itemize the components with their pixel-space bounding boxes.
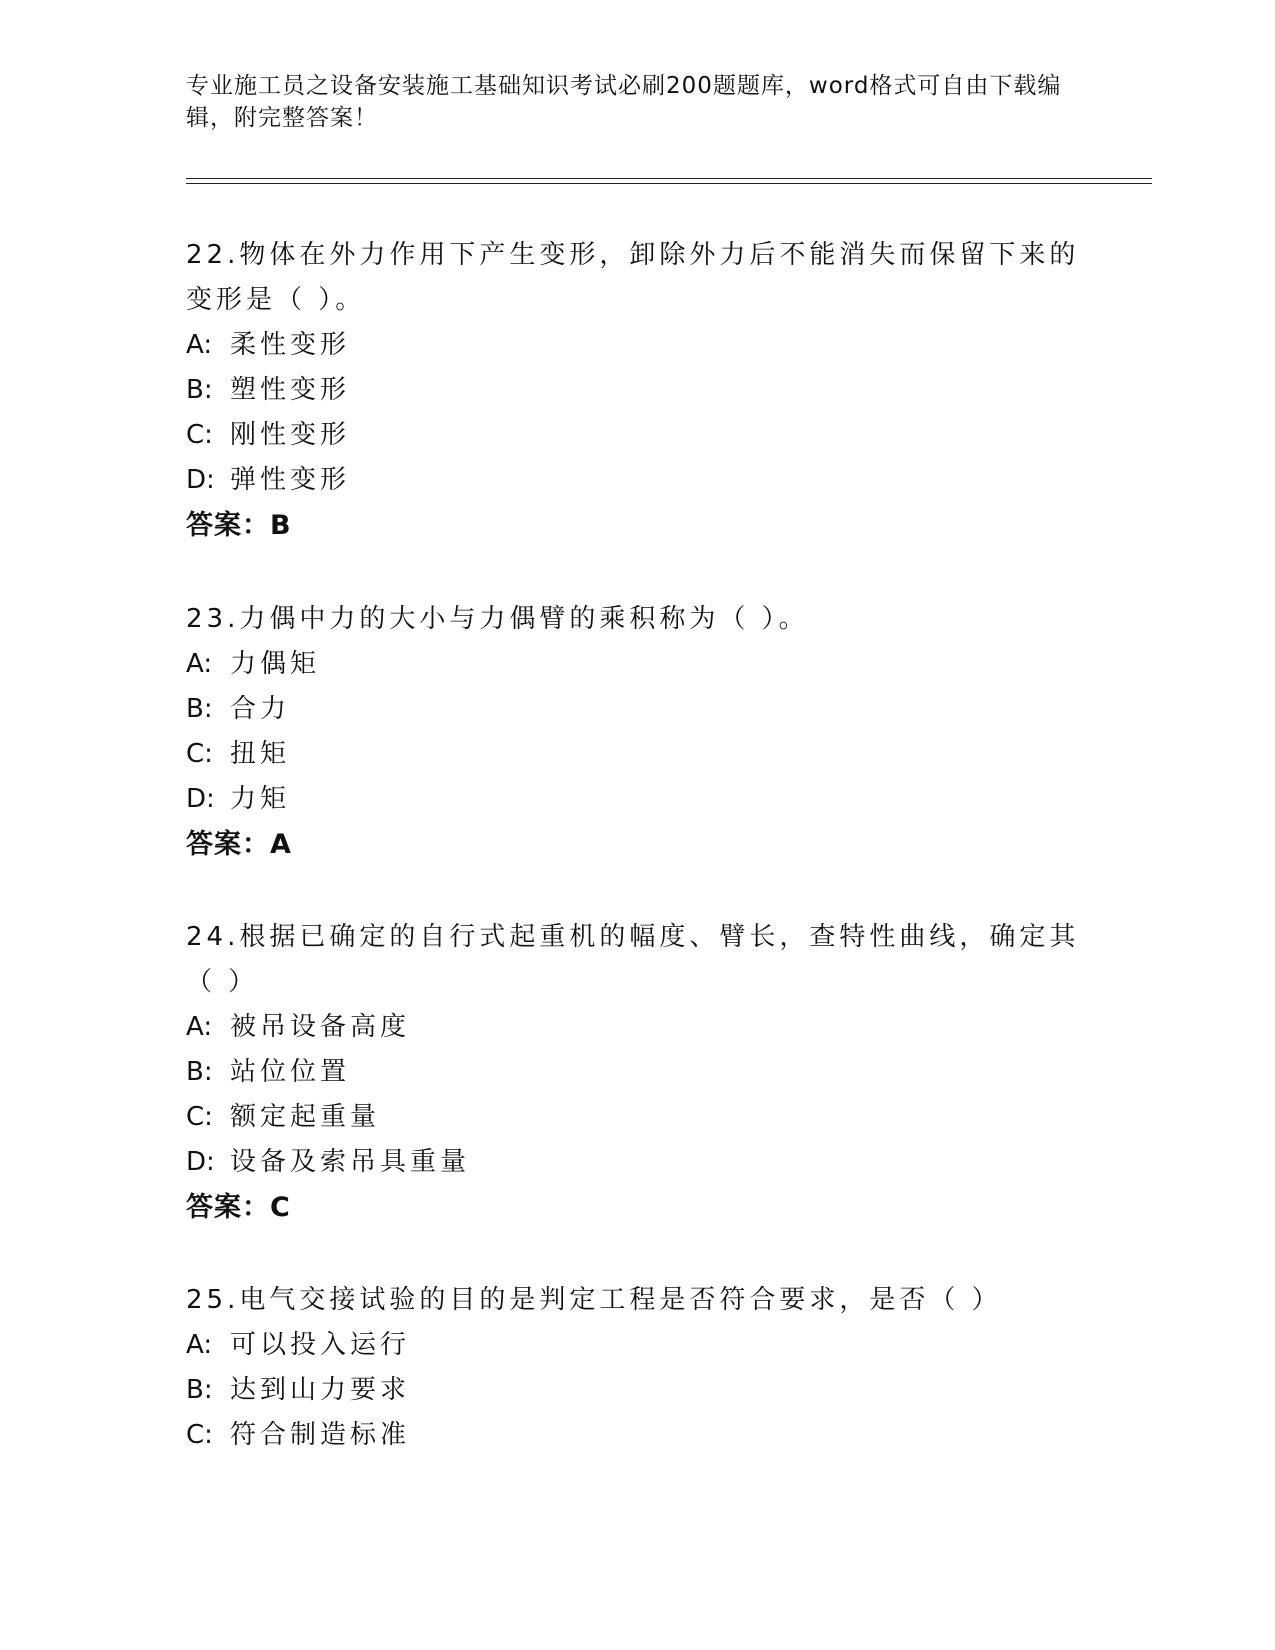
- option-a: [186, 323, 1086, 368]
- question-24: [186, 915, 1086, 1230]
- question-22: [186, 233, 1086, 548]
- question-25: [186, 1278, 1086, 1458]
- option-letter: A:: [186, 1012, 213, 1042]
- option-letter: B:: [186, 694, 213, 724]
- header-divider-bottom: [186, 183, 1152, 184]
- option-b: [186, 687, 1086, 732]
- question-stem: 24.根据已确定的自行式起重机的幅度、臂长，查特性曲线，确定其（ ）: [186, 922, 1080, 997]
- option-text: 力矩: [230, 784, 291, 814]
- option-letter: C:: [186, 420, 213, 450]
- option-letter: D:: [186, 465, 215, 495]
- question-stem: 23.力偶中力的大小与力偶臂的乘积称为（ ）。: [186, 604, 809, 634]
- option-c: [186, 413, 1086, 458]
- option-text: 力偶矩: [230, 649, 321, 679]
- question-stem: 25.电气交接试验的目的是判定工程是否符合要求，是否（ ）: [186, 1285, 1002, 1315]
- option-text: 设备及索吊具重量: [230, 1147, 471, 1177]
- document-header: 专业施工员之设备安装施工基础知识考试必刷200题题库，word格式可自由下载编辑，附完整答案！: [186, 73, 1062, 131]
- option-letter: D:: [186, 1147, 215, 1177]
- answer-label: 答案：C: [186, 1192, 291, 1223]
- option-letter: A:: [186, 330, 213, 360]
- option-text: 站位位置: [230, 1057, 351, 1087]
- question-23: [186, 597, 1086, 867]
- option-d: [186, 1140, 1086, 1185]
- answer-label: 答案：B: [186, 510, 292, 541]
- option-text: 合力: [230, 694, 291, 724]
- option-text: 柔性变形: [230, 330, 351, 360]
- question-stem: 22.物体在外力作用下产生变形，卸除外力后不能消失而保留下来的变形是（ ）。: [186, 240, 1080, 315]
- option-c: [186, 732, 1086, 777]
- option-letter: A:: [186, 1330, 213, 1360]
- option-b: [186, 1368, 1086, 1413]
- option-text: 达到山力要求: [230, 1375, 411, 1405]
- option-letter: D:: [186, 784, 215, 814]
- option-c: [186, 1095, 1086, 1140]
- header-divider-top: [186, 178, 1152, 179]
- option-letter: C:: [186, 1420, 213, 1450]
- option-letter: B:: [186, 1057, 213, 1087]
- option-text: 塑性变形: [230, 375, 351, 405]
- option-letter: A:: [186, 649, 213, 679]
- option-text: 刚性变形: [230, 420, 351, 450]
- option-text: 扭矩: [230, 739, 291, 769]
- option-letter: C:: [186, 1102, 213, 1132]
- option-text: 符合制造标准: [230, 1420, 411, 1450]
- option-d: [186, 458, 1086, 503]
- option-letter: B:: [186, 375, 213, 405]
- option-text: 可以投入运行: [230, 1330, 411, 1360]
- option-b: [186, 368, 1086, 413]
- option-b: [186, 1050, 1086, 1095]
- option-letter: B:: [186, 1375, 213, 1405]
- option-text: 额定起重量: [230, 1102, 381, 1132]
- answer-label: 答案：A: [186, 829, 292, 860]
- option-d: [186, 777, 1086, 822]
- option-a: [186, 1005, 1086, 1050]
- option-a: [186, 1323, 1086, 1368]
- option-letter: C:: [186, 739, 213, 769]
- option-c: [186, 1413, 1086, 1458]
- option-text: 被吊设备高度: [230, 1012, 411, 1042]
- option-text: 弹性变形: [230, 465, 351, 495]
- option-a: [186, 642, 1086, 687]
